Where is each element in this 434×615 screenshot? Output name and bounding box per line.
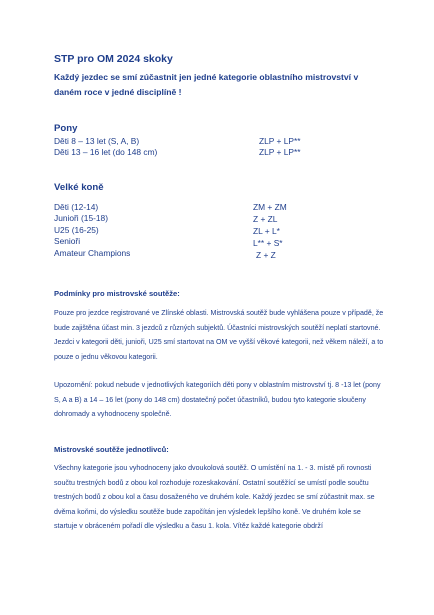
velke-kone-row-label: Děti (12-14) bbox=[54, 202, 99, 212]
podminky-paragraph: Pouze pro jezdce registrované ve Zlínské oblasti. Mistrovská soutěž bude vyhlášena pouze v případě, že bude zajištěna účast min. 3 jezdců z různých subjektů. Účastníci mistrovských soutěží neplatí startovné. Jezdci v kategorii děti, junioři, U25 smí startovat na OM ve vyšší věkové kategorii, než věkem náleží, a to pouze o jednu věkovou kategorii. bbox=[54, 309, 384, 361]
velke-kone-row-value: Z + Z bbox=[256, 250, 276, 260]
pony-heading: Pony bbox=[54, 123, 78, 134]
pony-row-value: ZLP + LP** bbox=[259, 147, 301, 157]
velke-kone-row-value: ZL + L* bbox=[253, 226, 280, 236]
podminky-note bbox=[54, 378, 384, 422]
document-title: STP pro OM 2024 skoky bbox=[54, 53, 173, 65]
velke-kone-row-label: U25 (16-25) bbox=[54, 225, 99, 235]
velke-kone-row-value: Z + ZL bbox=[253, 214, 278, 224]
jednotlivci-heading: Mistrovské soutěže jednotlivců: bbox=[54, 445, 169, 454]
velke-kone-row-value: L** + S* bbox=[253, 238, 283, 248]
note-label: Upozornění: bbox=[54, 381, 93, 389]
note-text: pokud nebude v jednotlivých kategoriích děti pony v oblastním mistrovství tj. 8 -13 let (pony S, A a B) a 14 – 16 let (pony do 148 cm) dostatečný počet účastníků, budou tyto kategorie sloučeny dohromady a vyhodnoceny společně. bbox=[54, 381, 381, 419]
document-subtitle: Každý jezdec se smí zúčastnit jen jedné kategorie oblastního mistrovství v daném roce v jedné disciplíně ! bbox=[54, 72, 359, 97]
velke-kone-row-label: Senioři bbox=[54, 236, 81, 246]
velke-kone-row-label: Amateur Champions bbox=[54, 248, 131, 258]
velke-kone-row-value: ZM + ZM bbox=[253, 202, 287, 212]
jednotlivci-paragraph: Všechny kategorie jsou vyhodnoceny jako dvoukolová soutěž. O umístění na 1. - 3. místě při rovnosti součtu trestných bodů z obou kol rozhoduje rozeskakování. Ostatní soutěžící se umístí podle součtu trestných bodů z obou kol a času dosaženého ve druhém kole. Každý jezdec se smí zúčastnit max. se dvěma koňmi, do výsledku soutěže bude započítán jen výsledek lepšího koně. Ve druhém kole se startuje v obráceném pořadí dle výsledku a času 1. kola. Vítěz každé kategorie obdrží bbox=[54, 464, 375, 531]
velke-kone-heading: Velké koně bbox=[54, 182, 104, 193]
pony-row-label: Děti 8 – 13 let (S, A, B) bbox=[54, 136, 140, 146]
pony-row-label: Děti 13 – 16 let (do 148 cm) bbox=[54, 147, 158, 157]
podminky-heading: Podmínky pro mistrovské soutěže: bbox=[54, 289, 180, 298]
pony-row-value: ZLP + LP** bbox=[259, 136, 301, 146]
velke-kone-row-label: Junioři (15-18) bbox=[54, 213, 108, 223]
